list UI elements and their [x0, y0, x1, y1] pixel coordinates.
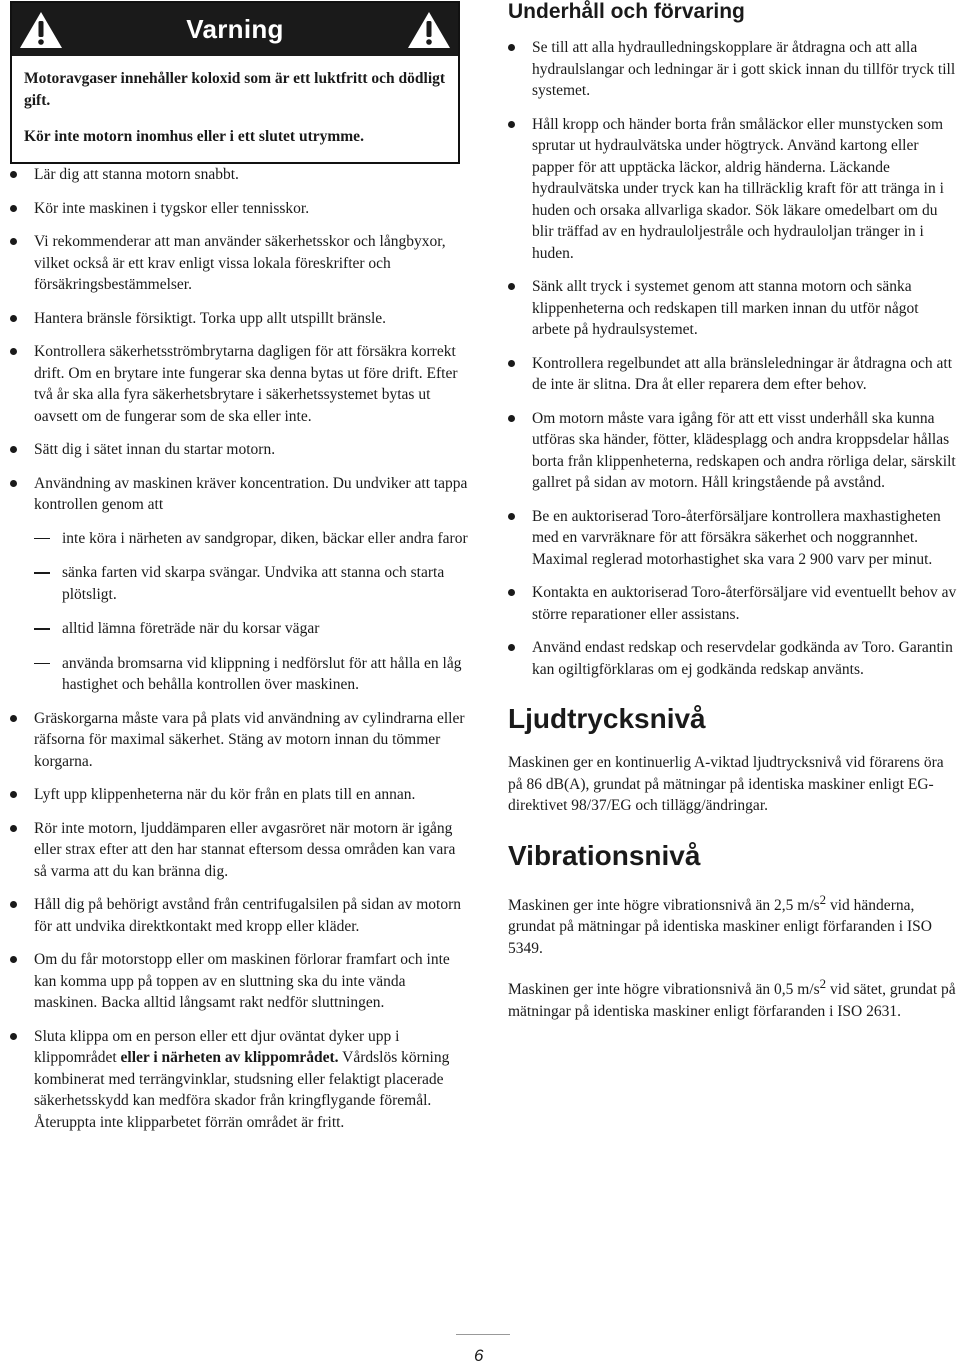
list-item-text: Kontrollera regelbundet att alla bränsleledningar är åtdragna och att de inte är slitna. Dra åt eller reparera dem efter behov. — [532, 354, 953, 393]
list-item — [10, 818, 468, 883]
list-item — [10, 198, 468, 220]
dash-list — [34, 528, 468, 696]
list-item — [10, 231, 468, 296]
list-item — [508, 37, 958, 102]
list-item-text: Vi rekommenderar att man använder säkerhetsskor och långbyxor, vilket också är ett krav enligt vissa lokala föreskrifter och försäkringsbestämmelser. — [34, 233, 446, 293]
list-item — [508, 114, 958, 265]
bullet-icon — [508, 283, 515, 290]
text-run: vid sätet, grundat på mätningar på identiska maskiner enligt förfaranden i ISO 2631. — [508, 981, 956, 1020]
warning-triangle-icon — [406, 10, 452, 50]
list-item-text: Hantera bränsle försiktigt. Torka upp allt utspillt bränsle. — [34, 309, 387, 327]
list-item — [508, 276, 958, 341]
warning-text-indoors: Kör inte motorn inomhus eller i ett slutet utrymme. — [24, 128, 364, 145]
text-run: Vårdslös körning kombinerat med terrängvinklar, studsning eller felaktigt placerade säkerhetsskydd kan medföra skador från kringflygande föremål. Återuppta inte klipparbetet förrän området är fritt. — [34, 1049, 450, 1131]
list-item — [10, 1026, 468, 1134]
bullet-icon — [10, 956, 17, 963]
list-item — [508, 637, 958, 680]
list-item-text: Rör inte motorn, ljuddämparen eller avgasröret när motorn är igång eller strax efter att den har stannat eftersom dessa områden kan vara så varma att du kan bränna dig. — [34, 819, 456, 880]
list-item-text: Användning av maskinen kräver koncentration. Du undviker att tappa kontrollen genom att — [34, 474, 468, 513]
list-item — [10, 308, 468, 330]
safety-bullet-list — [10, 164, 468, 1133]
list-item-text — [34, 1028, 449, 1131]
dash-item-text: alltid lämna företräde när du korsar vägar — [62, 620, 320, 637]
warning-header — [12, 3, 458, 56]
list-item — [10, 708, 468, 773]
list-item-text: Håll dig på behörigt avstånd från centrifugalsilen på sidan av motorn för att undvika direktkontakt med kropp eller kläder. — [34, 896, 461, 935]
list-item-text: Använd endast redskap och reservdelar godkända av Toro. Garantin kan ogiltigförklaras om ej godkända redskap använts. — [532, 639, 953, 678]
text-run: Maskinen ger inte högre vibrationsnivå än 0,5 m/s — [508, 981, 820, 999]
dash-item — [34, 618, 468, 640]
dash-item-text: använda bromsarna vid klippning i nedförslut för att hålla en låg hastighet och behålla kontrollen över maskinen. — [62, 654, 462, 693]
superscript: 2 — [819, 891, 827, 907]
list-item — [508, 408, 958, 494]
list-item — [10, 341, 468, 427]
dash-icon — [34, 628, 50, 630]
list-item — [508, 582, 958, 625]
bullet-icon — [10, 348, 17, 355]
list-item-text: Sänk allt tryck i systemet genom att stanna motorn och sänka klippenheterna och redskapen till marken innan du utför något arbete på hydraulsystemet. — [532, 278, 919, 338]
bullet-icon — [10, 238, 17, 245]
bullet-icon — [10, 171, 17, 178]
list-item-text: Lyft upp klippenheterna när du kör från en plats till en annan. — [34, 786, 416, 803]
list-item-text: Se till att alla hydraulledningskopplare är åtdragna och att alla hydraulslangar och ledningar är i gott skick innan du tillför tryck till systemet. — [532, 39, 956, 99]
vibration-paragraph-hands — [508, 889, 958, 960]
bold-text: eller i närheten av klippområdet. — [120, 1049, 339, 1066]
text-run: Maskinen ger inte högre vibrationsnivå än 2,5 m/s — [508, 896, 820, 914]
bullet-icon — [10, 446, 17, 453]
warning-body — [12, 56, 458, 162]
vibration-paragraph-seat — [508, 973, 958, 1022]
bullet-icon — [10, 315, 17, 322]
bullet-icon — [10, 825, 17, 832]
bullet-icon — [508, 121, 515, 128]
list-item-text: Be en auktoriserad Toro-återförsäljare kontrollera maxhastigheten med en varvräknare för att försäkra säkerhet och noggrannhet. Maximal reglerad motorhastighet ska vara 2 900 varv per minut. — [532, 507, 941, 568]
superscript: 2 — [819, 976, 827, 992]
bullet-icon — [10, 791, 17, 798]
footer-rule — [456, 1334, 510, 1335]
list-item — [10, 894, 468, 937]
dash-icon — [34, 572, 50, 574]
warning-title: Varning — [186, 14, 284, 44]
list-item-text: Håll kropp och händer borta från småläckor eller munstycken som sprutar ut hydraulvätska under högtryck. Använd kartong eller papper för att upptäcka läckor, aldrig händerna. Läckande hydraulvätska under tryck kan ha tillräcklig kraft för att tränga in i huden och orsaka allvarliga skador. Sök läkare omedelbart om du blir träffad av en hydrauloljestråle och hydrauloljan tränger in i huden. — [532, 115, 944, 262]
list-item — [10, 949, 468, 1014]
list-item — [508, 506, 958, 571]
bullet-icon — [10, 901, 17, 908]
bullet-icon — [508, 44, 515, 51]
dash-item-text: inte köra i närheten av sandgropar, diken, bäckar eller andra faror — [62, 529, 468, 547]
list-item-text: Lär dig att stanna motorn snabbt. — [34, 166, 239, 183]
warning-box — [10, 1, 460, 164]
sound-paragraph: Maskinen ger en kontinuerlig A-viktad ljudtrycksnivå vid förarens öra på 86 dB(A), grundat på mätningar på identiska maskiner enligt EG-direktivet 98/37/EG och tillägg/ändringar. — [508, 754, 944, 814]
list-item-text: Om du får motorstopp eller om maskinen förlorar framfart och inte kan komma upp på toppen av en sluttning ska du inte vända maskinen. Backa alltid långsamt rakt nedför sluttningen. — [34, 951, 450, 1011]
text-run: vid händerna, grundat på mätningar på identiska maskiner enligt förfaranden i ISO 5349. — [508, 896, 932, 957]
bullet-icon — [10, 480, 17, 487]
text-run: Sluta klippa om en person eller ett djur oväntat dyker upp i klippområdet — [34, 1027, 400, 1066]
bullet-icon — [508, 589, 515, 596]
maintenance-bullet-list — [508, 37, 958, 680]
left-column — [10, 0, 468, 1145]
dash-icon — [34, 663, 50, 665]
bullet-icon — [10, 715, 17, 722]
warning-triangle-icon — [18, 10, 64, 50]
warning-text-carbon-monoxide: Motoravgaser innehåller koloxid som är ett luktfritt och dödligt gift. — [24, 70, 446, 109]
right-column — [508, 0, 958, 1036]
list-item — [10, 784, 468, 806]
list-item-concentration — [10, 473, 468, 696]
dash-icon — [34, 538, 50, 540]
list-item-text: Gräskorgarna måste vara på plats vid användning av cylindrarna eller räfsorna för maximal säkerhet. Stäng av motorn innan du tömmer korgarna. — [34, 709, 465, 770]
bullet-icon — [508, 644, 515, 651]
dash-item-text: sänka farten vid skarpa svängar. Undvika att stanna och starta plötsligt. — [62, 564, 445, 603]
bullet-icon — [508, 415, 515, 422]
dash-item — [34, 653, 468, 696]
section-title-vibration: Vibrationsnivå — [508, 839, 701, 871]
list-item — [10, 164, 468, 186]
list-item-text: Kör inte maskinen i tygskor eller tennisskor. — [34, 199, 310, 217]
bullet-icon — [508, 360, 515, 367]
dash-item — [34, 562, 468, 605]
section-title-maintenance: Underhåll och förvaring — [508, 0, 745, 23]
list-item-text: Kontrollera säkerhetsströmbrytarna dagligen för att försäkra korrekt drift. Om en brytare inte fungerar ska denna bytas ut före drift. Efter två år ska alla fyra säkerhetsbrytare i säkerhetssystemet bytas ut oavsett om de fungerar som de ska eller inte. — [34, 343, 458, 425]
list-item — [508, 353, 958, 396]
dash-item — [34, 528, 468, 550]
list-item-text: Om motorn måste vara igång för att ett visst underhåll ska kunna utföras ska händer, fötter, klädesplagg och andra kroppsdelar hållas borta från klippenheterna, redskapen och andra rörliga delar, särskilt gallret på sidan av motorn. Håll kringstående på avstånd. — [532, 409, 956, 491]
page-number: 6 — [474, 1346, 484, 1365]
list-item-text: Sätt dig i sätet innan du startar motorn. — [34, 441, 276, 458]
list-item — [10, 439, 468, 461]
bullet-icon — [10, 205, 17, 212]
list-item-text: Kontakta en auktoriserad Toro-återförsäljare vid eventuellt behov av större reparationer eller assistans. — [532, 584, 957, 623]
bullet-icon — [508, 513, 515, 520]
bullet-icon — [10, 1033, 17, 1040]
section-title-sound: Ljudtrycksnivå — [508, 703, 706, 734]
